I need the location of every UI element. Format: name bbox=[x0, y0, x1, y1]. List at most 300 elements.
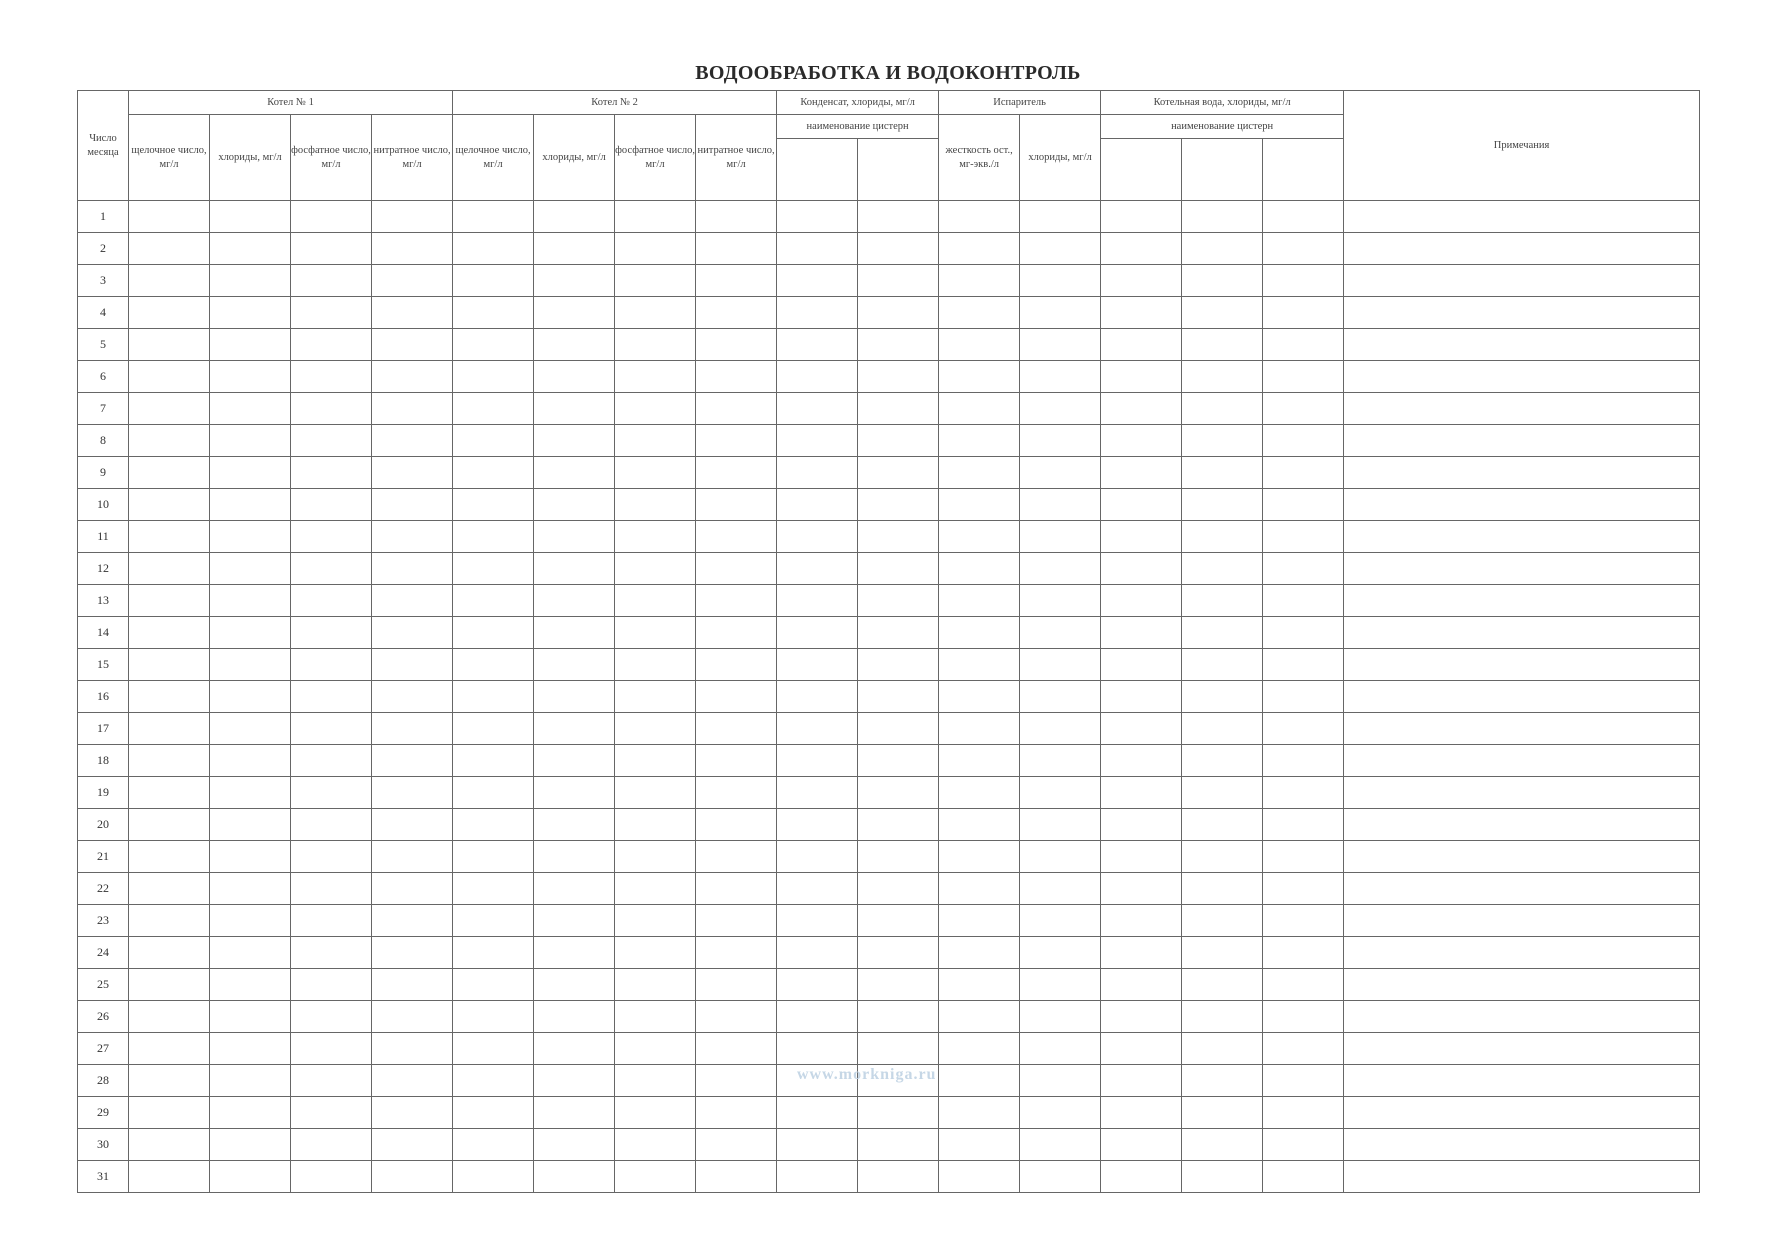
entry-cell bbox=[453, 937, 534, 969]
entry-cell bbox=[291, 873, 372, 905]
entry-cell bbox=[210, 521, 291, 553]
entry-cell bbox=[291, 1097, 372, 1129]
entry-cell bbox=[1263, 297, 1344, 329]
entry-cell bbox=[291, 745, 372, 777]
entry-cell bbox=[1182, 553, 1263, 585]
entry-cell bbox=[1182, 1129, 1263, 1161]
entry-cell bbox=[372, 361, 453, 393]
entry-cell bbox=[939, 969, 1020, 1001]
entry-cell bbox=[453, 489, 534, 521]
entry-cell bbox=[291, 937, 372, 969]
entry-cell bbox=[939, 361, 1020, 393]
entry-cell bbox=[1020, 1129, 1101, 1161]
entry-cell bbox=[1263, 425, 1344, 457]
entry-cell bbox=[696, 969, 777, 1001]
entry-cell bbox=[696, 489, 777, 521]
entry-cell bbox=[1101, 1097, 1182, 1129]
entry-cell bbox=[615, 361, 696, 393]
entry-cell bbox=[1182, 1065, 1263, 1097]
header-condensate-tank-2 bbox=[858, 139, 939, 201]
entry-cell bbox=[858, 905, 939, 937]
entry-cell bbox=[615, 873, 696, 905]
entry-cell bbox=[939, 873, 1020, 905]
table-row bbox=[78, 777, 1700, 809]
notes-cell bbox=[1344, 201, 1700, 233]
entry-cell bbox=[534, 745, 615, 777]
entry-cell bbox=[210, 649, 291, 681]
day-number: 8 bbox=[78, 425, 129, 457]
table-row bbox=[78, 1033, 1700, 1065]
entry-cell bbox=[615, 553, 696, 585]
entry-cell bbox=[696, 297, 777, 329]
entry-cell bbox=[777, 937, 858, 969]
entry-cell bbox=[453, 553, 534, 585]
entry-cell bbox=[291, 361, 372, 393]
notes-cell bbox=[1344, 809, 1700, 841]
entry-cell bbox=[696, 265, 777, 297]
notes-cell bbox=[1344, 649, 1700, 681]
entry-cell bbox=[858, 585, 939, 617]
entry-cell bbox=[615, 745, 696, 777]
entry-cell bbox=[291, 713, 372, 745]
entry-cell bbox=[129, 233, 210, 265]
entry-cell bbox=[1263, 873, 1344, 905]
entry-cell bbox=[1020, 1033, 1101, 1065]
entry-cell bbox=[696, 233, 777, 265]
entry-cell bbox=[939, 905, 1020, 937]
entry-cell bbox=[777, 1097, 858, 1129]
entry-cell bbox=[1101, 233, 1182, 265]
entry-cell bbox=[1182, 1033, 1263, 1065]
entry-cell bbox=[858, 489, 939, 521]
entry-cell bbox=[129, 713, 210, 745]
entry-cell bbox=[1020, 521, 1101, 553]
entry-cell bbox=[696, 777, 777, 809]
entry-cell bbox=[291, 1001, 372, 1033]
entry-cell bbox=[453, 969, 534, 1001]
entry-cell bbox=[210, 1033, 291, 1065]
entry-cell bbox=[1101, 553, 1182, 585]
header-b1-nitrate: нитратное число, мг/л bbox=[372, 115, 453, 201]
entry-cell bbox=[453, 713, 534, 745]
entry-cell bbox=[210, 713, 291, 745]
header-b2-chlorides: хлориды, мг/л bbox=[534, 115, 615, 201]
entry-cell bbox=[210, 297, 291, 329]
watermark: www.morkniga.ru bbox=[797, 1066, 937, 1083]
entry-cell bbox=[210, 969, 291, 1001]
entry-cell bbox=[210, 425, 291, 457]
entry-cell bbox=[291, 681, 372, 713]
day-number: 20 bbox=[78, 809, 129, 841]
entry-cell bbox=[210, 809, 291, 841]
header-condensate-tank-1 bbox=[777, 139, 858, 201]
header-boiler-water-tank-name: наименование цистерн bbox=[1101, 115, 1344, 139]
entry-cell bbox=[1101, 745, 1182, 777]
header-b2-nitrate: нитратное число, мг/л bbox=[696, 115, 777, 201]
entry-cell bbox=[291, 809, 372, 841]
entry-cell bbox=[534, 553, 615, 585]
entry-cell bbox=[615, 489, 696, 521]
entry-cell bbox=[1101, 1033, 1182, 1065]
entry-cell bbox=[1263, 329, 1344, 361]
entry-cell bbox=[1101, 585, 1182, 617]
entry-cell bbox=[1020, 1161, 1101, 1193]
header-evaporator-hardness: жесткость ост., мг-экв./л bbox=[939, 115, 1020, 201]
entry-cell bbox=[777, 841, 858, 873]
entry-cell bbox=[210, 361, 291, 393]
table-row bbox=[78, 361, 1700, 393]
entry-cell bbox=[615, 1161, 696, 1193]
entry-cell bbox=[291, 1033, 372, 1065]
entry-cell bbox=[1182, 681, 1263, 713]
day-number: 16 bbox=[78, 681, 129, 713]
day-number: 10 bbox=[78, 489, 129, 521]
entry-cell bbox=[615, 1001, 696, 1033]
entry-cell bbox=[1101, 1129, 1182, 1161]
entry-cell bbox=[615, 297, 696, 329]
header-boiler-water-tank-2 bbox=[1182, 139, 1263, 201]
entry-cell bbox=[1020, 745, 1101, 777]
entry-cell bbox=[534, 937, 615, 969]
entry-cell bbox=[777, 521, 858, 553]
entry-cell bbox=[534, 905, 615, 937]
entry-cell bbox=[696, 873, 777, 905]
day-number: 4 bbox=[78, 297, 129, 329]
notes-cell bbox=[1344, 937, 1700, 969]
entry-cell bbox=[453, 905, 534, 937]
entry-cell bbox=[210, 841, 291, 873]
entry-cell bbox=[777, 809, 858, 841]
entry-cell bbox=[858, 233, 939, 265]
entry-cell bbox=[615, 841, 696, 873]
entry-cell bbox=[939, 1001, 1020, 1033]
day-number: 21 bbox=[78, 841, 129, 873]
entry-cell bbox=[291, 489, 372, 521]
entry-cell bbox=[1020, 809, 1101, 841]
entry-cell bbox=[534, 1161, 615, 1193]
day-number: 23 bbox=[78, 905, 129, 937]
day-number: 27 bbox=[78, 1033, 129, 1065]
entry-cell bbox=[858, 553, 939, 585]
day-number: 19 bbox=[78, 777, 129, 809]
entry-cell bbox=[1101, 777, 1182, 809]
notes-cell bbox=[1344, 457, 1700, 489]
entry-cell bbox=[939, 329, 1020, 361]
entry-cell bbox=[210, 1001, 291, 1033]
day-number: 9 bbox=[78, 457, 129, 489]
entry-cell bbox=[858, 713, 939, 745]
entry-cell bbox=[534, 297, 615, 329]
entry-cell bbox=[939, 457, 1020, 489]
notes-cell bbox=[1344, 969, 1700, 1001]
entry-cell bbox=[372, 1097, 453, 1129]
entry-cell bbox=[372, 425, 453, 457]
entry-cell bbox=[453, 809, 534, 841]
entry-cell bbox=[1263, 489, 1344, 521]
entry-cell bbox=[1263, 617, 1344, 649]
entry-cell bbox=[291, 329, 372, 361]
entry-cell bbox=[129, 457, 210, 489]
entry-cell bbox=[129, 1097, 210, 1129]
table-row bbox=[78, 681, 1700, 713]
notes-cell bbox=[1344, 1001, 1700, 1033]
entry-cell bbox=[291, 553, 372, 585]
entry-cell bbox=[939, 1033, 1020, 1065]
notes-cell bbox=[1344, 553, 1700, 585]
entry-cell bbox=[1182, 233, 1263, 265]
entry-cell bbox=[1263, 681, 1344, 713]
entry-cell bbox=[129, 265, 210, 297]
entry-cell bbox=[615, 585, 696, 617]
entry-cell bbox=[1101, 969, 1182, 1001]
entry-cell bbox=[372, 1065, 453, 1097]
entry-cell bbox=[372, 841, 453, 873]
header-evaporator: Испаритель bbox=[939, 91, 1101, 115]
entry-cell bbox=[453, 873, 534, 905]
entry-cell bbox=[372, 233, 453, 265]
entry-cell bbox=[129, 585, 210, 617]
entry-cell bbox=[372, 1161, 453, 1193]
header-condensate-tank-name: наименование цистерн bbox=[777, 115, 939, 139]
entry-cell bbox=[1182, 617, 1263, 649]
entry-cell bbox=[939, 553, 1020, 585]
entry-cell bbox=[777, 585, 858, 617]
entry-cell bbox=[696, 521, 777, 553]
entry-cell bbox=[1020, 265, 1101, 297]
day-number: 30 bbox=[78, 1129, 129, 1161]
entry-cell bbox=[615, 681, 696, 713]
entry-cell bbox=[291, 521, 372, 553]
notes-cell bbox=[1344, 329, 1700, 361]
table-row bbox=[78, 1001, 1700, 1033]
entry-cell bbox=[939, 681, 1020, 713]
entry-cell bbox=[1101, 265, 1182, 297]
entry-cell bbox=[1020, 585, 1101, 617]
entry-cell bbox=[291, 617, 372, 649]
entry-cell bbox=[1020, 457, 1101, 489]
entry-cell bbox=[939, 1129, 1020, 1161]
entry-cell bbox=[210, 265, 291, 297]
entry-cell bbox=[696, 1161, 777, 1193]
entry-cell bbox=[210, 1065, 291, 1097]
entry-cell bbox=[453, 201, 534, 233]
entry-cell bbox=[129, 841, 210, 873]
entry-cell bbox=[1182, 1161, 1263, 1193]
entry-cell bbox=[1182, 937, 1263, 969]
entry-cell bbox=[858, 361, 939, 393]
header-boiler-1: Котел № 1 bbox=[129, 91, 453, 115]
entry-cell bbox=[1101, 841, 1182, 873]
entry-cell bbox=[858, 297, 939, 329]
table-row bbox=[78, 233, 1700, 265]
entry-cell bbox=[615, 233, 696, 265]
table-row bbox=[78, 617, 1700, 649]
entry-cell bbox=[615, 425, 696, 457]
header-b1-phosphate: фосфатное число, мг/л bbox=[291, 115, 372, 201]
entry-cell bbox=[291, 841, 372, 873]
entry-cell bbox=[1182, 521, 1263, 553]
entry-cell bbox=[1020, 201, 1101, 233]
entry-cell bbox=[1263, 265, 1344, 297]
entry-cell bbox=[129, 425, 210, 457]
day-number: 7 bbox=[78, 393, 129, 425]
notes-cell bbox=[1344, 425, 1700, 457]
entry-cell bbox=[210, 489, 291, 521]
entry-cell bbox=[534, 361, 615, 393]
entry-cell bbox=[129, 777, 210, 809]
entry-cell bbox=[372, 969, 453, 1001]
entry-cell bbox=[1020, 329, 1101, 361]
day-number: 15 bbox=[78, 649, 129, 681]
entry-cell bbox=[453, 1065, 534, 1097]
entry-cell bbox=[534, 1065, 615, 1097]
entry-cell bbox=[210, 201, 291, 233]
entry-cell bbox=[534, 873, 615, 905]
entry-cell bbox=[453, 745, 534, 777]
entry-cell bbox=[615, 457, 696, 489]
entry-cell bbox=[1020, 681, 1101, 713]
day-number: 18 bbox=[78, 745, 129, 777]
entry-cell bbox=[615, 1065, 696, 1097]
entry-cell bbox=[372, 713, 453, 745]
entry-cell bbox=[291, 393, 372, 425]
entry-cell bbox=[1020, 905, 1101, 937]
entry-cell bbox=[858, 1097, 939, 1129]
entry-cell bbox=[1182, 841, 1263, 873]
entry-cell bbox=[453, 777, 534, 809]
entry-cell bbox=[1182, 297, 1263, 329]
entry-cell bbox=[696, 809, 777, 841]
entry-cell bbox=[1263, 969, 1344, 1001]
entry-cell bbox=[1182, 489, 1263, 521]
notes-cell bbox=[1344, 393, 1700, 425]
entry-cell bbox=[291, 457, 372, 489]
entry-cell bbox=[1263, 713, 1344, 745]
entry-cell bbox=[696, 1065, 777, 1097]
entry-cell bbox=[1020, 393, 1101, 425]
entry-cell bbox=[1263, 521, 1344, 553]
entry-cell bbox=[1020, 553, 1101, 585]
notes-cell bbox=[1344, 521, 1700, 553]
entry-cell bbox=[1263, 585, 1344, 617]
entry-cell bbox=[453, 617, 534, 649]
entry-cell bbox=[777, 201, 858, 233]
notes-cell bbox=[1344, 489, 1700, 521]
day-number: 14 bbox=[78, 617, 129, 649]
entry-cell bbox=[858, 393, 939, 425]
entry-cell bbox=[453, 585, 534, 617]
entry-cell bbox=[129, 681, 210, 713]
entry-cell bbox=[615, 201, 696, 233]
entry-cell bbox=[1101, 617, 1182, 649]
entry-cell bbox=[372, 1001, 453, 1033]
entry-cell bbox=[858, 777, 939, 809]
entry-cell bbox=[210, 617, 291, 649]
entry-cell bbox=[777, 457, 858, 489]
notes-cell bbox=[1344, 841, 1700, 873]
entry-cell bbox=[696, 329, 777, 361]
entry-cell bbox=[1020, 617, 1101, 649]
entry-cell bbox=[615, 1097, 696, 1129]
entry-cell bbox=[372, 1033, 453, 1065]
entry-cell bbox=[453, 649, 534, 681]
day-number: 25 bbox=[78, 969, 129, 1001]
entry-cell bbox=[1182, 329, 1263, 361]
entry-cell bbox=[291, 905, 372, 937]
entry-cell bbox=[1263, 809, 1344, 841]
notes-cell bbox=[1344, 777, 1700, 809]
table-row bbox=[78, 425, 1700, 457]
entry-cell bbox=[858, 1129, 939, 1161]
entry-cell bbox=[291, 265, 372, 297]
header-evaporator-chlorides: хлориды, мг/л bbox=[1020, 115, 1101, 201]
entry-cell bbox=[372, 553, 453, 585]
entry-cell bbox=[372, 873, 453, 905]
entry-cell bbox=[210, 457, 291, 489]
table-row bbox=[78, 201, 1700, 233]
entry-cell bbox=[1182, 585, 1263, 617]
entry-cell bbox=[372, 649, 453, 681]
entry-cell bbox=[129, 937, 210, 969]
entry-cell bbox=[1263, 1033, 1344, 1065]
entry-cell bbox=[615, 617, 696, 649]
entry-cell bbox=[615, 713, 696, 745]
entry-cell bbox=[939, 393, 1020, 425]
entry-cell bbox=[858, 969, 939, 1001]
entry-cell bbox=[1101, 809, 1182, 841]
header-notes: Примечания bbox=[1344, 91, 1700, 201]
entry-cell bbox=[615, 905, 696, 937]
entry-cell bbox=[1263, 937, 1344, 969]
header-condensate: Конденсат, хлориды, мг/л bbox=[777, 91, 939, 115]
entry-cell bbox=[939, 233, 1020, 265]
entry-cell bbox=[534, 841, 615, 873]
entry-cell bbox=[372, 681, 453, 713]
entry-cell bbox=[129, 393, 210, 425]
entry-cell bbox=[1263, 841, 1344, 873]
entry-cell bbox=[1263, 1097, 1344, 1129]
entry-cell bbox=[291, 649, 372, 681]
entry-cell bbox=[291, 585, 372, 617]
entry-cell bbox=[858, 1161, 939, 1193]
entry-cell bbox=[615, 649, 696, 681]
entry-cell bbox=[777, 553, 858, 585]
entry-cell bbox=[615, 1033, 696, 1065]
entry-cell bbox=[129, 1065, 210, 1097]
entry-cell bbox=[210, 905, 291, 937]
entry-cell bbox=[534, 585, 615, 617]
entry-cell bbox=[453, 1097, 534, 1129]
entry-cell bbox=[372, 809, 453, 841]
entry-cell bbox=[1263, 553, 1344, 585]
entry-cell bbox=[1263, 1129, 1344, 1161]
entry-cell bbox=[291, 297, 372, 329]
water-treatment-table bbox=[77, 90, 1700, 1193]
entry-cell bbox=[1263, 393, 1344, 425]
entry-cell bbox=[939, 489, 1020, 521]
table-row bbox=[78, 329, 1700, 361]
entry-cell bbox=[129, 521, 210, 553]
day-number: 29 bbox=[78, 1097, 129, 1129]
entry-cell bbox=[534, 713, 615, 745]
entry-cell bbox=[129, 1001, 210, 1033]
entry-cell bbox=[372, 201, 453, 233]
entry-cell bbox=[1263, 1001, 1344, 1033]
entry-cell bbox=[1020, 841, 1101, 873]
entry-cell bbox=[534, 617, 615, 649]
entry-cell bbox=[453, 297, 534, 329]
entry-cell bbox=[696, 905, 777, 937]
